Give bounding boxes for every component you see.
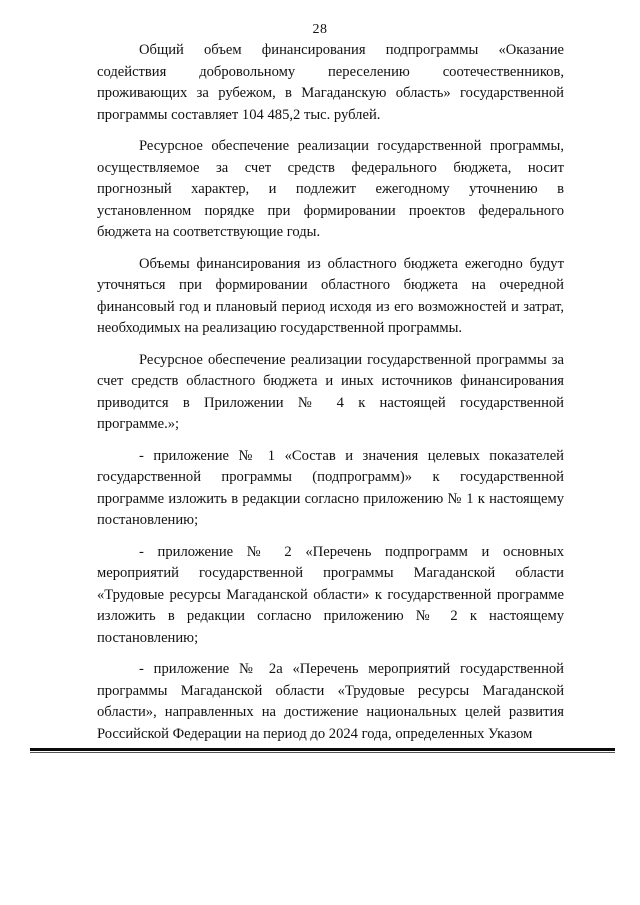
document-body (97, 40, 564, 755)
paragraph-subprogram-funding: Общий объем финансирования подпрограммы «Оказание содействия добровольному переселению соотечественников, проживающих за рубежом, в Магаданскую область» государственной программы составляет 104 485,2 тыс. рублей. (97, 42, 564, 123)
scan-edge-line (30, 748, 615, 751)
paragraph-appendix-2a: - приложение № 2а «Перечень мероприятий государственной программы Магаданской области «Трудовые ресурсы Магаданской области», направленных на достижение национальных целей развития Российской Федерации на период до 2024 года, определенных Указом (97, 661, 564, 742)
paragraph-regional-budget: Объемы финансирования из областного бюджета ежегодно будут уточняться при формировании областного бюджета на очередной финансовый год и плановый период исходя из его возможностей и затрат, необходимых на реализацию государственной программы. (97, 255, 564, 336)
page-number: 28 (312, 22, 328, 37)
paragraph-federal-budget: Ресурсное обеспечение реализации государственной программы, осуществляемое за счет средств федерального бюджета, носит прогнозный характер, и подлежит ежегодному уточнению в установленном порядке при формировании проектов федерального бюджета на соответствующие годы. (97, 138, 564, 240)
paragraph-appendix-2: - приложение № 2 «Перечень подпрограмм и основных мероприятий государственной программы Магаданской области «Трудовые ресурсы Магаданской области» к государственной программе изложить в редакции согласно приложению № 2 к настоящему постановлению; (97, 543, 564, 646)
paragraph-appendix-1: - приложение № 1 «Состав и значения целевых показателей государственной программы (подпрограмм)» к государственной программе изложить в редакции согласно приложению № 1 к настоящему постановлению; (97, 447, 564, 528)
paragraph-resource-support: Ресурсное обеспечение реализации государственной программы за счет средств областного бюджета и иных источников финансирования приводится в Приложении № 4 к настоящей государственной программе.»; (97, 351, 564, 432)
scan-edge-shadow-line (30, 752, 615, 753)
